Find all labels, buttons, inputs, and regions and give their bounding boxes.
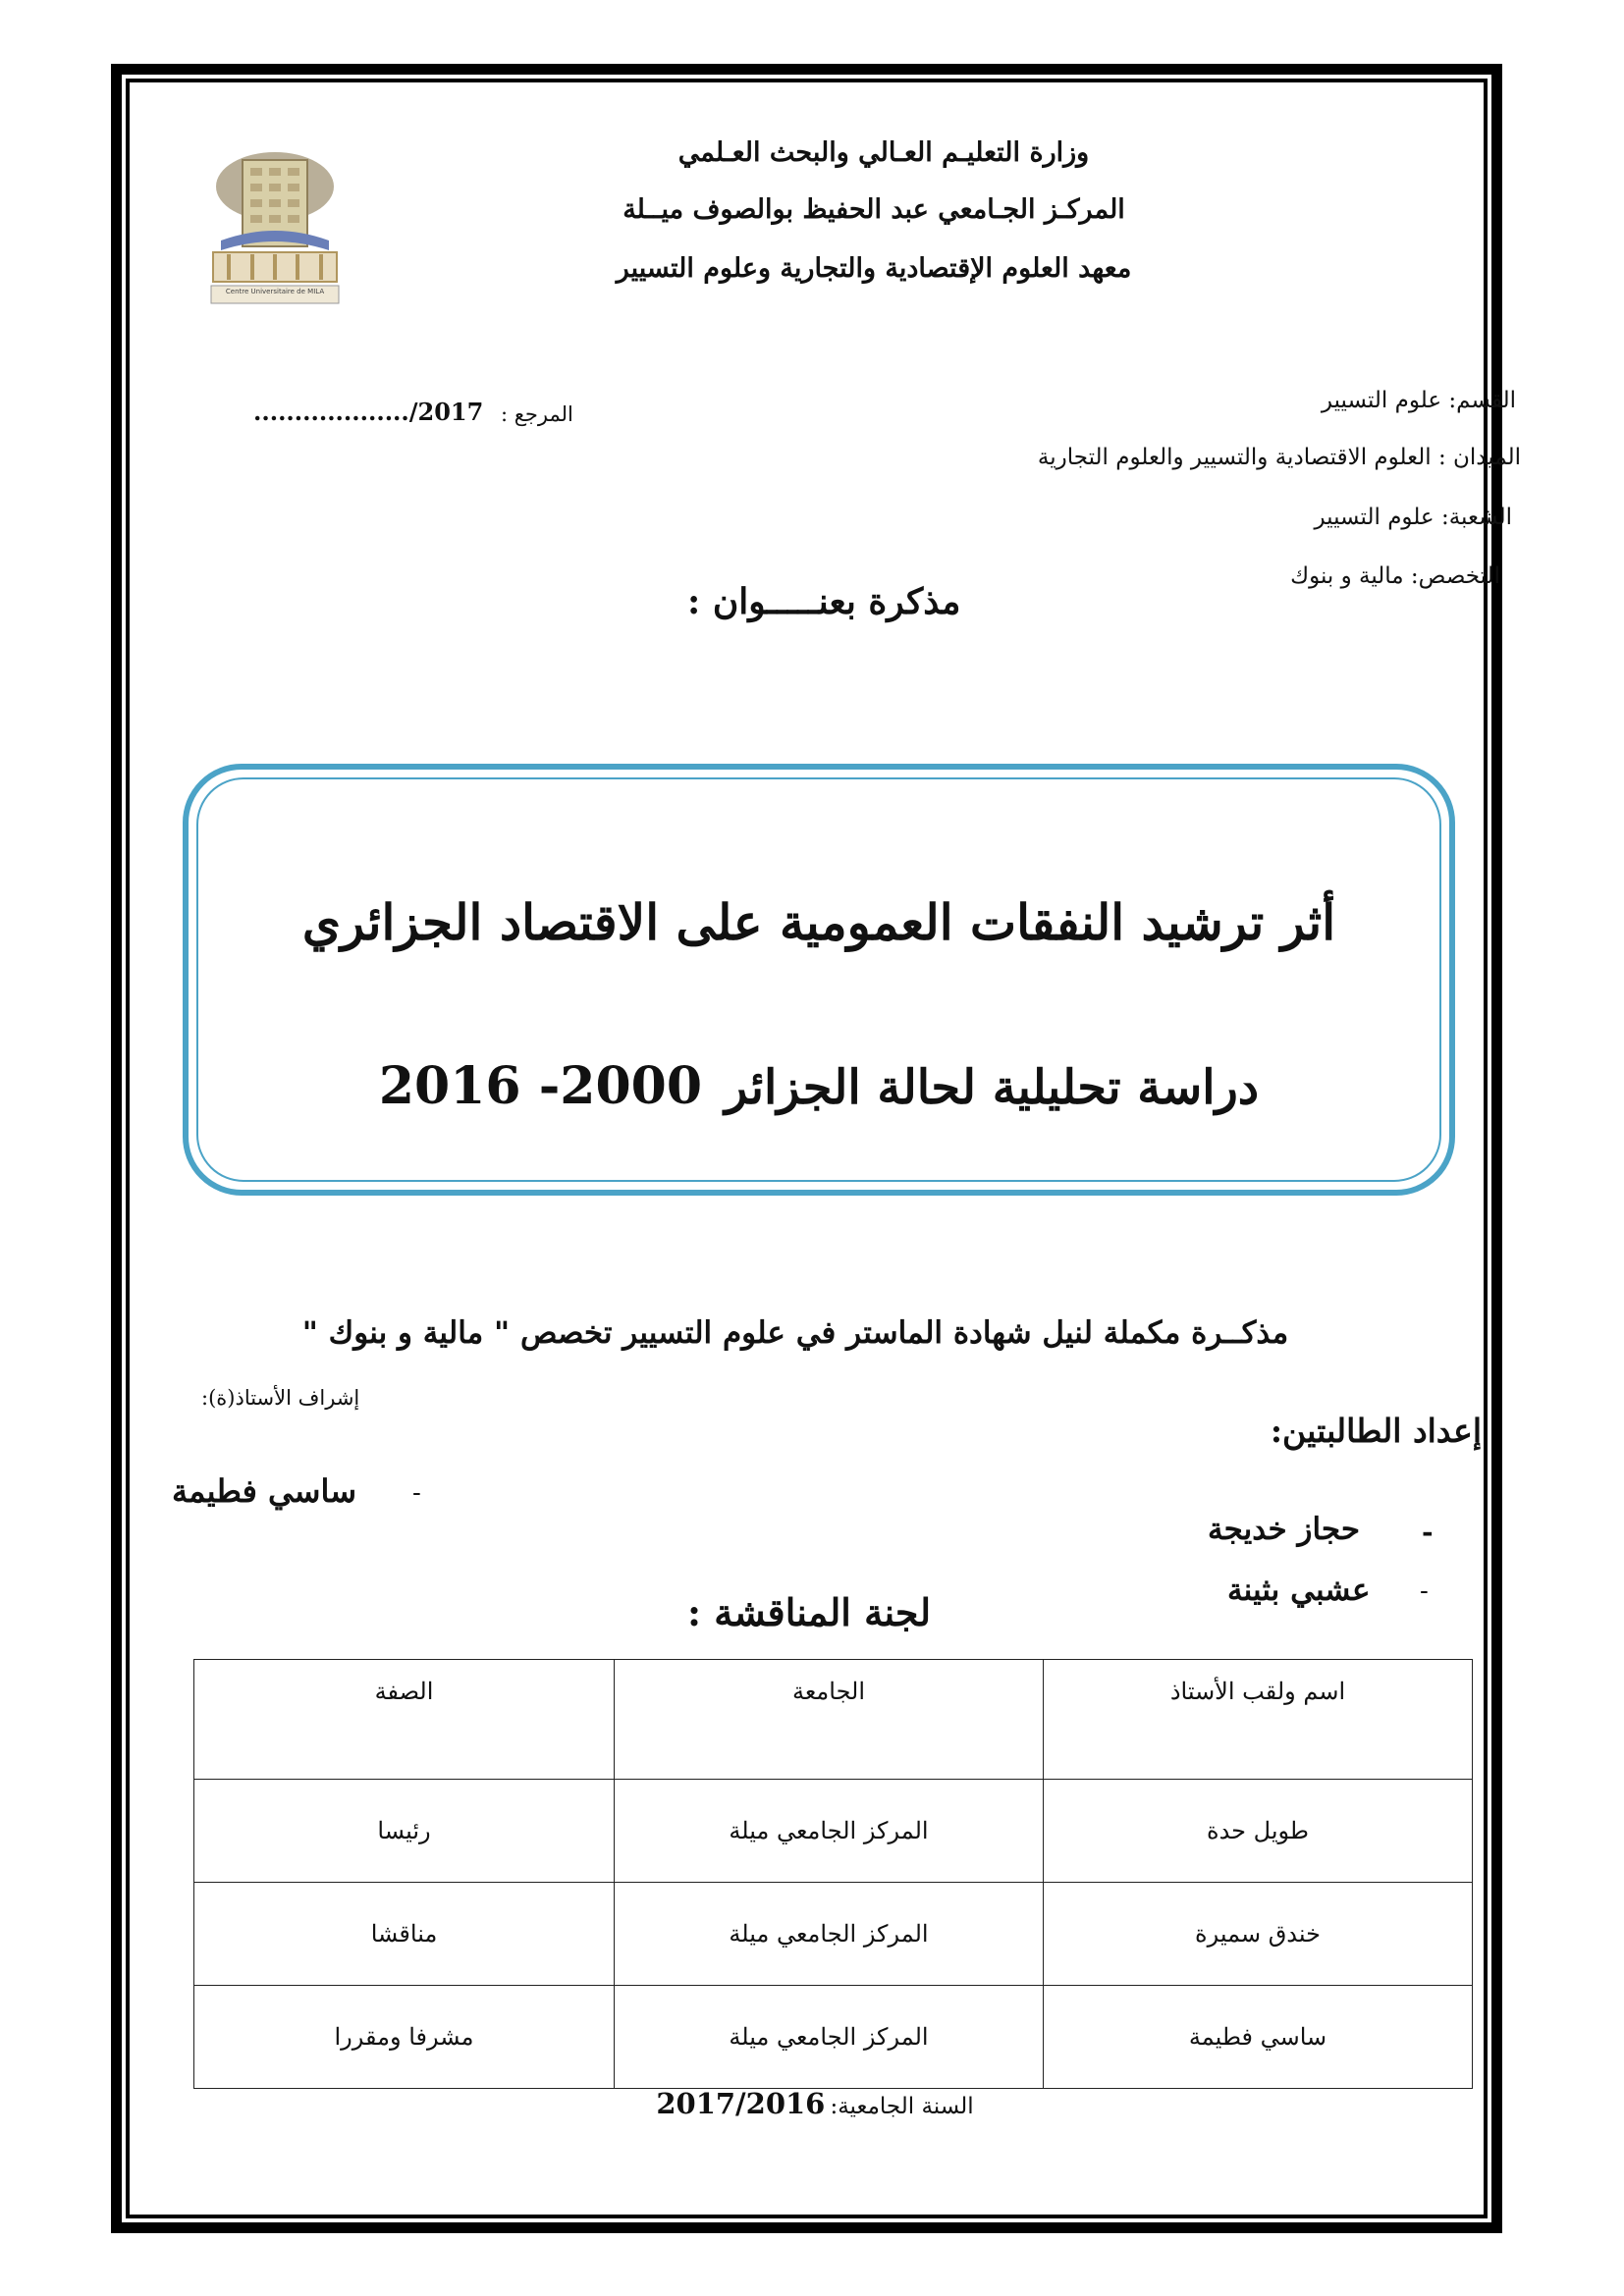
university-logo (201, 142, 349, 309)
table-row (194, 1780, 1473, 1883)
supervisor-name: ساسي فطيمة (172, 1472, 357, 1510)
academic-year-value: 2017/2016 (656, 2087, 826, 2120)
reference-label: المرجع : (501, 402, 573, 426)
table-header-row (194, 1660, 1473, 1780)
department-line: القسم: علوم التسيير (1321, 388, 1516, 413)
subtitle-years: 2016 -2000 (378, 1056, 703, 1116)
thesis-subtitle (196, 1056, 1441, 1116)
students-label: إعداد الطالبتين: (1270, 1412, 1482, 1450)
specialty-line: التخصص: مالية و بنوك (1290, 563, 1500, 589)
table-row (194, 1986, 1473, 2089)
academic-year-label: السنة الجامعية: (830, 2094, 974, 2119)
member-name: طويل حدة (1044, 1780, 1473, 1883)
header-name: اسم ولقب الأستاذ (1044, 1660, 1473, 1780)
header-university: الجامعة (615, 1660, 1044, 1780)
student-2-dash: - (1420, 1576, 1429, 1606)
committee-table (193, 1659, 1473, 2089)
student-2-name: عشبي بثينة (1227, 1573, 1371, 1608)
reference-value: .................../2017 (253, 398, 484, 426)
field-line: الميدان : العلوم الاقتصادية والتسيير والعلوم التجارية (1037, 445, 1521, 470)
memo-title-label: مذكرة بعنـــــوان : (687, 581, 961, 622)
supervision-label: إشراف الأستاذ(ة): (201, 1386, 360, 1410)
supervisor-dash: - (412, 1478, 421, 1508)
title-box-inner (196, 777, 1441, 1182)
member-university: المركز الجامعي ميلة (615, 1883, 1044, 1986)
student-1-dash: - (1422, 1516, 1434, 1548)
committee-title: لجنة المناقشة : (687, 1590, 932, 1634)
member-name: ساسي فطيمة (1044, 1986, 1473, 2089)
logo-caption: Centre Universitaire de MILA (225, 288, 325, 295)
member-university: المركز الجامعي ميلة (615, 1986, 1044, 2089)
degree-statement: مذكــرة مكملة لنيل شهادة الماستر في علوم التسيير تخصص " مالية و بنوك " (301, 1315, 1289, 1351)
table-row (194, 1883, 1473, 1986)
branch-line: الشعبة: علوم التسيير (1314, 505, 1512, 530)
subtitle-text: دراسة تحليلية لحالة الجزائر (725, 1060, 1260, 1115)
member-role: مناقشا (194, 1883, 615, 1986)
member-role: رئيسا (194, 1780, 615, 1883)
member-university: المركز الجامعي ميلة (615, 1780, 1044, 1883)
student-1-name: حجاز خديجة (1208, 1512, 1361, 1547)
institute-line: معهد العلوم الإقتصادية والتجارية وعلوم التسيير (616, 253, 1132, 284)
thesis-title: أثر ترشيد النفقات العمومية على الاقتصاد الجزائري (301, 893, 1336, 951)
university-center-line: المركـز الجـامعي عبد الحفيظ بوالصوف ميــلة (623, 194, 1125, 225)
academic-year (609, 2087, 1021, 2120)
header-role: الصفة (194, 1660, 615, 1780)
member-name: خندق سميرة (1044, 1883, 1473, 1986)
ministry-line: وزارة التعليـم العـالي والبحث العـلمي (677, 137, 1090, 168)
member-role: مشرفا ومقررا (194, 1986, 615, 2089)
